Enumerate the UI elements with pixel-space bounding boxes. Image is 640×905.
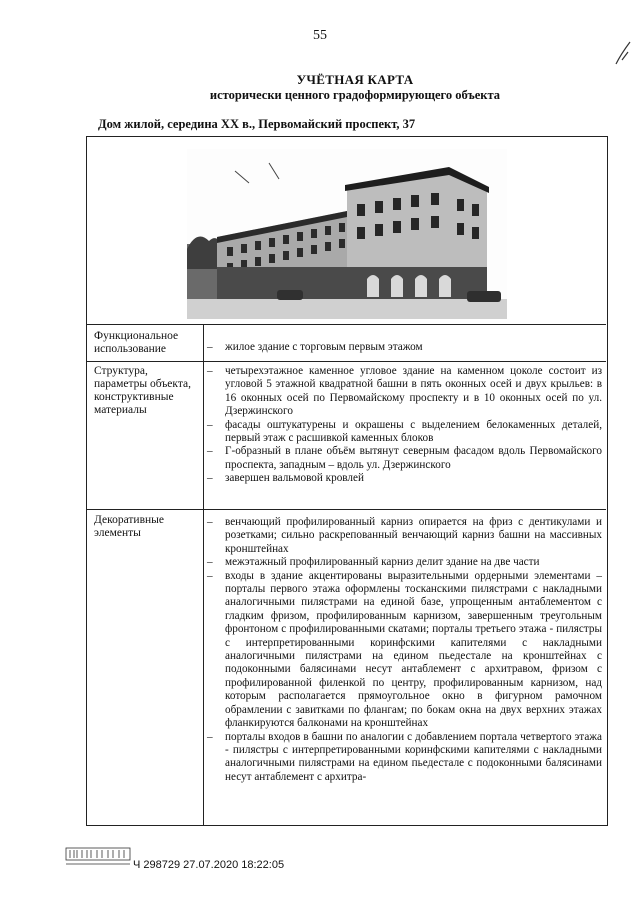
list-item: – Г-образный в плане объём вытянут северным фасадом вдоль Первомайского проспекта, западным – вдоль ул. Дзержинского — [204, 445, 602, 472]
list-item: – завершен вальмовой кровлей — [204, 472, 602, 485]
row-function-label: Функциональное использование — [94, 330, 179, 355]
row-decor-label: Декоративные элементы — [94, 514, 164, 539]
building-photo-image — [187, 149, 507, 319]
list-item: – порталы входов в башни по аналогии с добавлением портала четвертого этажа - пилястры с интерпретированными коринфскими капителями с накладными аналогичными пилястрами на едином пьедестале с подоконными балясинами несут антаблемент с архитра- — [204, 731, 602, 785]
document-title: УЧЁТНАЯ КАРТА — [296, 72, 414, 87]
document-subtitle: исторически ценного градоформирующего объекта — [209, 88, 501, 102]
barcode-stamp-icon — [64, 840, 134, 866]
row-divider — [87, 361, 606, 362]
row-function-content — [204, 341, 602, 354]
document-registration-code: Ч 298729 27.07.2020 18:22:05 — [133, 859, 285, 871]
list-item: – фасады оштукатурены и окрашены с выделением белокаменных деталей, первый этаж с расшивкой каменных блоков — [204, 419, 602, 446]
corner-scribble-icon — [612, 38, 634, 68]
record-card-table — [86, 136, 608, 826]
list-item: – межэтажный профилированный карниз делит здание на две части — [204, 556, 602, 569]
building-photo — [87, 137, 606, 325]
list-item: – четырехэтажное каменное угловое здание на каменном цоколе состоит из угловой 5 этажной квадратной башни в пять оконных осей и двух крыльев: в 16 оконных осей по Первомайскому проспекту и в 10 оконных осей по ул. Дзержинского — [204, 365, 602, 419]
list-item: – жилое здание с торговым первым этажом — [204, 341, 602, 354]
row-divider — [87, 509, 606, 510]
row-decor-content — [204, 516, 602, 784]
list-item: – венчающий профилированный карниз опирается на фриз с дентикулами и розетками; сильно раскрепованный венчающий карниз башни на массивных кронштейнах — [204, 516, 602, 556]
row-structure-label: Структура, параметры объекта, конструктивные материалы — [94, 365, 191, 416]
page-number: 55 — [313, 28, 327, 43]
list-item: – входы в здание акцентированы выразительными ордерными элементами – порталы первого этажа оформлены тосканскими пилястрами с накладными аналогичными пилястрами на единой базе, упрощенным антаблементом с гладким фризом, профилированным карнизом, завершенным треугольным фронтоном с профилированными скатами; порталы третьего этажа - пилястры с интерпретированными коринфскими капителями с накладными аналогичными пилястрами на едином пьедестале на кронштейнах с подоконными балясинами несут антаблемент с архитравом, фризом с профилированной филенкой по центру, профилированным карнизом, над которым располагается прямоугольное окно в фигурном рамочном обрамлении с завитками по флангам; по бокам окна на двух верхних этажах фланкируются балконами на кронштейнах — [204, 570, 602, 731]
row-structure-content — [204, 365, 602, 486]
object-name: Дом жилой, середина ХХ в., Первомайский проспект, 37 — [98, 117, 416, 131]
